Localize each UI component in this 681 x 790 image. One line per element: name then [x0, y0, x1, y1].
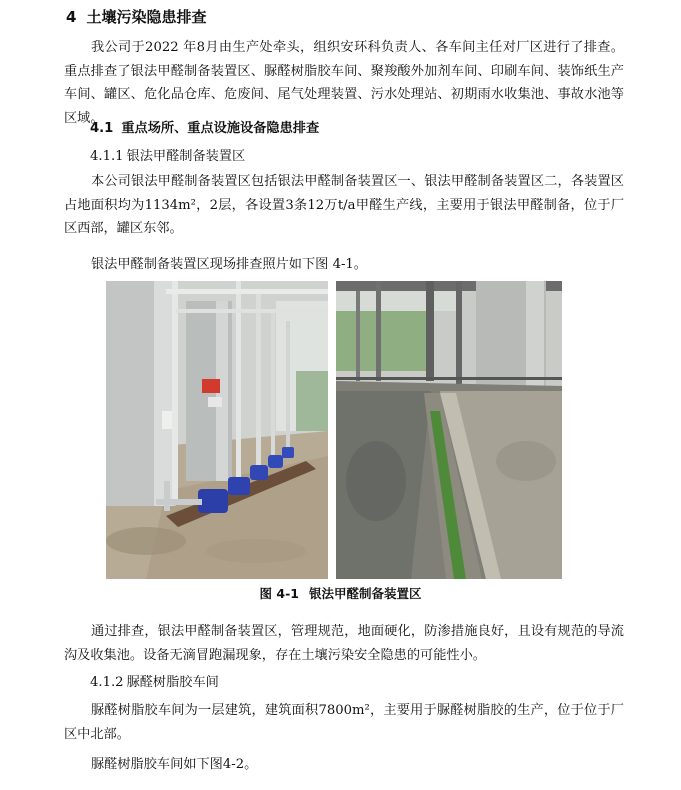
item1-number: 4.1.1	[90, 149, 124, 164]
item1-heading	[90, 146, 245, 168]
subsection-number: 4.1	[90, 121, 114, 136]
item1-title: 银法甲醛制备装置区	[126, 149, 246, 164]
section-heading	[66, 4, 206, 30]
item2-heading	[90, 672, 219, 694]
item2-number: 4.1.2	[90, 675, 124, 690]
figure-caption	[0, 584, 681, 604]
item2-title: 脲醛树脂胶车间	[126, 675, 219, 690]
item1-paragraph-3: 通过排查，银法甲醛制备装置区，管理规范，地面硬化，防渗措施良好，且设有规范的导流沟及收集池。设备无滴冒跑漏现象，存在土壤污染安全隐患的可能性小。	[64, 624, 624, 663]
figure-caption-text: 银法甲醛制备装置区	[308, 586, 422, 601]
subsection-title: 重点场所、重点设施设备隐患排查	[121, 121, 320, 136]
subsection-heading	[90, 118, 319, 140]
section-title: 土壤污染隐患排查	[86, 8, 207, 26]
section-number: 4	[66, 8, 77, 26]
item1-paragraph-2: 银法甲醛制备装置区现场排查照片如下图 4-1。	[91, 257, 367, 272]
figure-number: 图 4-1	[259, 586, 299, 601]
photo-left-image	[106, 281, 328, 579]
figure-photo-right	[336, 281, 562, 579]
photo-right-image	[336, 281, 562, 579]
section-intro-paragraph: 我公司于2022 年8月由生产处牵头，组织安环科负责人、各车间主任对厂区进行了排查。重点排查了银法甲醛制备装置区、脲醛树脂胶车间、聚羧酸外加剂车间、印刷车间、装饰纸生产车间、罐区、危化品仓库、危废间、尾气处理装置、污水处理站、初期雨水收集池、事故水池等区域。	[64, 40, 624, 126]
figure-photo-left	[106, 281, 328, 579]
item1-paragraph-1: 本公司银法甲醛制备装置区包括银法甲醛制备装置区一、银法甲醛制备装置区二，各装置区占地面积均为1134m²，2层，各设置3条12万t/a甲醛生产线，主要用于银法甲醛制备，位于厂区西部，罐区东邻。	[64, 174, 624, 236]
item2-paragraph-1: 脲醛树脂胶车间为一层建筑，建筑面积7800m²，主要用于脲醛树脂胶的生产，位于位于厂区中北部。	[64, 703, 624, 742]
item2-paragraph-2: 脲醛树脂胶车间如下图4-2。	[91, 757, 258, 772]
